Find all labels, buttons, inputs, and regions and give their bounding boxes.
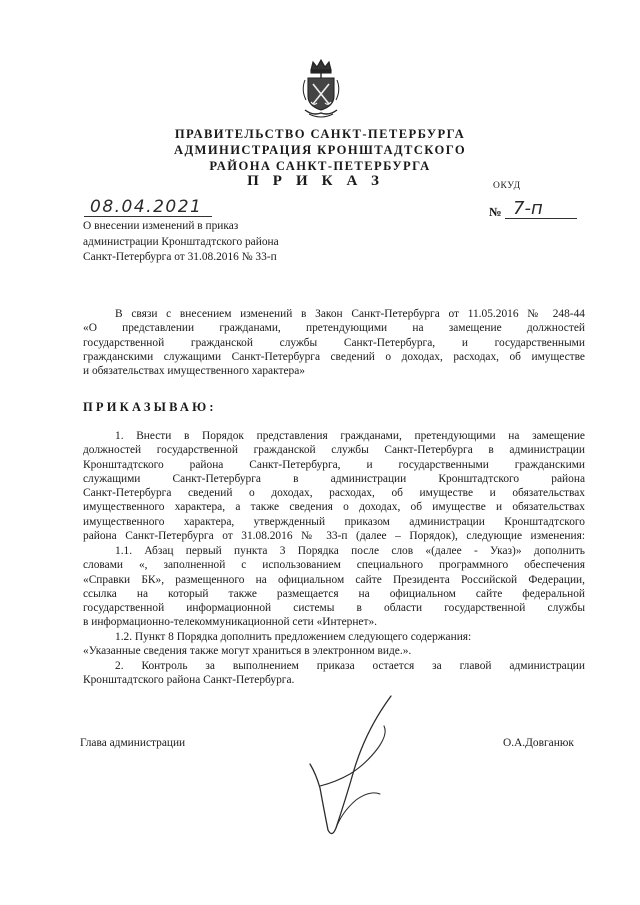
okud-label: ОКУД [493, 181, 521, 191]
item-1-line: имущественного характера, утвержденный приказом администрации Кронштадтского [83, 515, 585, 528]
item-1-line: служащими Санкт-Петербурга в администрации Кронштадтского района [83, 472, 585, 485]
item-1-line: 1. Внести в Порядок представления гражданами, претендующими на замещение [115, 430, 585, 442]
item-1-2-paragraph [83, 630, 585, 659]
item-1-paragraph [83, 429, 585, 543]
subject-line: Санкт-Петербурга от 31.08.2016 № 33-п [83, 251, 277, 263]
coat-of-arms-icon [299, 58, 343, 120]
document-date: 08.04.2021 [90, 197, 203, 217]
preamble-line: государственной гражданской службы Санкт-Петербурга, и государственными [83, 336, 585, 349]
item-1-1-line: 1.1. Абзац первый пункта 3 Порядка после слов «(далее - Указ)» дополнить [115, 545, 585, 557]
item-2-paragraph [83, 659, 585, 688]
item-1-2-line: 1.2. Пункт 8 Порядка дополнить предложением следующего содержания: [115, 631, 472, 643]
order-word-heading: ПРИКАЗЫВАЮ: [83, 400, 217, 414]
preamble-line: В связи с внесением изменений в Закон Санкт-Петербурга от 11.05.2016 № 248-44 [115, 308, 585, 320]
document-number: 7-п [513, 198, 543, 219]
document-type-title: ПРИКАЗ [247, 173, 393, 189]
item-1-line: района Санкт-Петербурга от 31.08.2016 № 33-п (далее – Порядок), следующие изменения: [83, 530, 585, 543]
date-underline [84, 216, 212, 217]
preamble-line: гражданскими служащими Санкт-Петербурга сведений о доходах, расходах, об имуществе [83, 350, 585, 363]
item-1-1-line: государственной информационной системы в области государственной службы [83, 602, 585, 615]
preamble-paragraph [83, 307, 585, 378]
signatory-name: О.А.Довганюк [503, 737, 574, 749]
item-1-2-line: «Указанные сведения также могут храниться в электронном виде.». [83, 645, 412, 658]
item-1-1-line: в информационно-телекоммуникационной сети «Интернет». [83, 616, 378, 629]
preamble-line: «О представлении гражданами, претендующими на замещение должностей [83, 322, 585, 335]
subject-line: О внесении изменений в приказ [83, 220, 239, 232]
item-2-line: 2. Контроль за выполнением приказа остается за главой администрации [115, 660, 585, 672]
subject-line: администрации Кронштадтского района [83, 235, 279, 248]
org-name-line-3: РАЙОНА САНКТ-ПЕТЕРБУРГА [209, 159, 431, 173]
handwritten-signature [296, 690, 436, 840]
item-1-line: Кронштадтского района Санкт-Петербурга, и государственными гражданскими [83, 458, 585, 471]
org-name-line-1: ПРАВИТЕЛЬСТВО САНКТ-ПЕТЕРБУРГА [174, 127, 466, 141]
org-name-line-2: АДМИНИСТРАЦИЯ КРОНШТАДТСКОГО [173, 143, 467, 157]
number-sign: № [489, 205, 502, 219]
item-1-1-line: ссылка на который также размещается на официальном сайте федеральной [83, 587, 585, 600]
item-1-1-line: словами «, заполненной с использованием специального программного обеспечения [83, 559, 585, 572]
signatory-role: Глава администрации [80, 737, 186, 749]
preamble-line: и обязательствах имущественного характера» [83, 365, 305, 378]
number-underline [505, 218, 577, 219]
item-1-1-line: «Справки БК», размещенного на официальном сайте Президента Российской Федерации, [83, 573, 585, 586]
item-2-line: Кронштадтского района Санкт-Петербурга. [83, 674, 295, 687]
order-subject [83, 219, 279, 266]
item-1-line: имущественного характера, а также сведения о доходах, об имуществе и обязательствах [83, 501, 585, 514]
item-1-line: Санкт-Петербурга сведений о доходах, расходах, об имуществе и обязательствах [83, 487, 585, 500]
item-1-1-paragraph [83, 544, 585, 630]
item-1-line: должностей государственной гражданской службы Санкт-Петербурга в администрации [83, 444, 585, 457]
